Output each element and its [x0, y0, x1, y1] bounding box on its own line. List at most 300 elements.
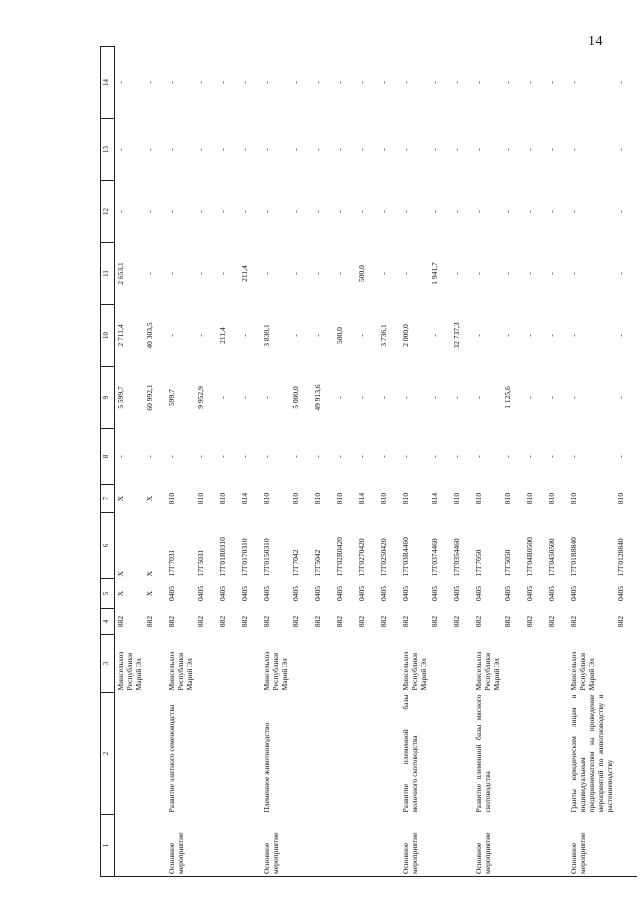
cell-name [356, 693, 378, 815]
cell-col13: - [167, 148, 176, 151]
cell-grbs: 882 [569, 615, 578, 628]
cell-vr: 810 [401, 492, 410, 505]
cell-col8: - [430, 455, 439, 458]
cell-col12: - [335, 210, 344, 213]
column-header: 8 [101, 429, 115, 485]
column-header: 13 [101, 119, 115, 181]
cell-type [615, 815, 637, 877]
table-row [312, 47, 334, 877]
cell-csr: 17Г7050 [474, 549, 483, 577]
cell-rzpr: 0405 [167, 586, 176, 601]
cell-name [502, 693, 524, 815]
cell-col13: - [616, 148, 625, 151]
cell-grbs: 882 [196, 615, 205, 628]
cell-col10: - [357, 334, 366, 337]
cell-col14: - [547, 81, 556, 84]
cell-rzpr: 0405 [430, 586, 439, 601]
cell-col8: - [218, 455, 227, 458]
cell-col8: - [569, 455, 578, 458]
cell-grbs: 882 [167, 615, 176, 628]
cell-col13: - [379, 148, 388, 151]
cell-col11: - [452, 272, 461, 275]
cell-grbs: 882 [474, 615, 483, 628]
cell-type [451, 815, 473, 877]
cell-col10: 500,0 [335, 327, 344, 344]
table-row [473, 47, 502, 877]
cell-type: Основное мероприятие [166, 815, 195, 877]
column-header: 1 [101, 815, 115, 877]
cell-type [144, 815, 166, 877]
table-row [400, 47, 429, 877]
cell-name: Развитие элитного семеноводства [167, 704, 176, 813]
cell-col12: - [145, 210, 154, 213]
cell-col9: - [452, 396, 461, 399]
cell-col14: - [379, 81, 388, 84]
cell-name [195, 693, 217, 815]
cell-rzpr: 0405 [616, 586, 625, 601]
cell-grbs: 882 [401, 615, 410, 628]
column-header: 12 [101, 181, 115, 243]
column-header: 3 [101, 635, 115, 693]
cell-name [239, 693, 261, 815]
cell-col11: - [291, 272, 300, 275]
column-header: 5 [101, 579, 115, 609]
cell-vr: X [145, 495, 154, 502]
cell-col10: - [569, 334, 578, 337]
cell-executor [615, 635, 637, 693]
cell-col13: - [262, 148, 271, 151]
cell-col8: - [116, 455, 125, 458]
cell-vr: 814 [357, 492, 366, 505]
cell-col10: 2 000,0 [401, 324, 410, 347]
column-header: 14 [101, 47, 115, 119]
table-row [261, 47, 290, 877]
cell-col10: 40 303,5 [145, 322, 154, 349]
cell-col10: - [430, 334, 439, 337]
cell-executor [502, 635, 524, 693]
cell-csr: 17Г01R0310 [218, 537, 227, 577]
cell-col14: - [218, 81, 227, 84]
cell-executor [546, 635, 568, 693]
cell-col11: - [145, 272, 154, 275]
column-header: 11 [101, 243, 115, 305]
cell-vr: 810 [291, 492, 300, 505]
cell-vr: 810 [196, 492, 205, 505]
cell-col13: - [547, 148, 556, 151]
cell-col9: - [262, 396, 271, 399]
cell-type [239, 815, 261, 877]
cell-col8: - [547, 455, 556, 458]
cell-col10: - [503, 334, 512, 337]
cell-col10: - [196, 334, 205, 337]
cell-col10: - [167, 334, 176, 337]
cell-col9: - [335, 396, 344, 399]
cell-type [290, 815, 312, 877]
cell-col13: - [116, 148, 125, 151]
cell-type: Основное мероприятие [473, 815, 502, 877]
table-body [115, 47, 638, 877]
cell-col13: - [503, 148, 512, 151]
cell-col13: - [525, 148, 534, 151]
cell-rzpr: 0405 [291, 586, 300, 601]
cell-executor [524, 635, 546, 693]
cell-col9: - [379, 396, 388, 399]
column-number-row [101, 47, 115, 877]
page-number: 14 [588, 34, 603, 49]
cell-vr: 810 [474, 492, 483, 505]
column-header: 4 [101, 609, 115, 635]
cell-col8: - [616, 455, 625, 458]
cell-grbs: 882 [616, 615, 625, 628]
cell-col9: - [218, 396, 227, 399]
cell-col14: - [569, 81, 578, 84]
cell-executor [217, 635, 239, 693]
cell-grbs: 882 [379, 615, 388, 628]
cell-col10: 32 737,3 [452, 322, 461, 349]
cell-col13: - [452, 148, 461, 151]
cell-col11: - [474, 272, 483, 275]
cell-type [115, 815, 145, 877]
cell-col8: - [196, 455, 205, 458]
cell-type: Основное мероприятие [568, 815, 615, 877]
cell-grbs: 882 [430, 615, 439, 628]
cell-vr: 810 [313, 492, 322, 505]
cell-type [524, 815, 546, 877]
cell-col14: - [145, 81, 154, 84]
table-row [166, 47, 195, 877]
cell-name [451, 693, 473, 815]
cell-col12: - [116, 210, 125, 213]
cell-vr: 810 [452, 492, 461, 505]
cell-rzpr: 0405 [401, 586, 410, 601]
cell-rzpr: 0405 [452, 586, 461, 601]
cell-executor [195, 635, 217, 693]
cell-rzpr: 0405 [218, 586, 227, 601]
budget-table [100, 46, 637, 877]
cell-rzpr: 0405 [240, 586, 249, 601]
cell-col9: - [240, 396, 249, 399]
cell-grbs: 882 [145, 615, 154, 628]
cell-col12: - [616, 210, 625, 213]
cell-col12: - [547, 210, 556, 213]
cell-col9: 9 952,9 [196, 386, 205, 409]
cell-col8: - [474, 455, 483, 458]
cell-col11: - [569, 272, 578, 275]
cell-csr: 17Г5050 [503, 549, 512, 577]
cell-csr: 17Г04R0500 [525, 537, 534, 577]
cell-col11: 211,4 [240, 265, 249, 282]
cell-csr: X [145, 571, 154, 577]
cell-csr: 17Г02R0420 [335, 537, 344, 577]
cell-executor: Минсельхоз Республики Марий Эл [569, 651, 596, 691]
cell-csr: 17Г0150310 [262, 538, 271, 577]
cell-col9: - [474, 396, 483, 399]
cell-name [334, 693, 356, 815]
cell-name [217, 693, 239, 815]
cell-col12: - [379, 210, 388, 213]
cell-csr: 17Г0354460 [452, 538, 461, 577]
cell-type [378, 815, 400, 877]
table-row [195, 47, 217, 877]
cell-executor [378, 635, 400, 693]
cell-col11: - [525, 272, 534, 275]
cell-col14: - [474, 81, 483, 84]
cell-grbs: 882 [116, 615, 125, 628]
cell-col13: - [569, 148, 578, 151]
cell-rzpr: 0405 [503, 586, 512, 601]
cell-csr: 17Г0250420 [379, 538, 388, 577]
cell-col10: - [313, 334, 322, 337]
cell-type [195, 815, 217, 877]
column-header: 6 [101, 513, 115, 579]
table-row [378, 47, 400, 877]
cell-csr: 17Г0374460 [430, 538, 439, 577]
cell-col11: 2 653,1 [116, 262, 125, 285]
cell-col11: - [547, 272, 556, 275]
cell-col11: - [503, 272, 512, 275]
cell-col9: 5 599,7 [116, 386, 125, 409]
cell-col10: 3 830,1 [262, 324, 271, 347]
cell-executor [451, 635, 473, 693]
cell-vr: 810 [167, 492, 176, 505]
cell-col14: - [452, 81, 461, 84]
cell-col11: - [262, 272, 271, 275]
cell-col12: - [452, 210, 461, 213]
column-header: 9 [101, 367, 115, 429]
cell-vr: 810 [547, 492, 556, 505]
cell-type [356, 815, 378, 877]
table-row [615, 47, 637, 877]
cell-col10: - [616, 334, 625, 337]
cell-csr: 17Г5031 [196, 549, 205, 577]
cell-name [429, 693, 451, 815]
cell-col10: - [547, 334, 556, 337]
cell-vr: 810 [379, 492, 388, 505]
cell-col12: - [196, 210, 205, 213]
table-row [144, 47, 166, 877]
cell-col10: - [525, 334, 534, 337]
cell-name: Племенное животноводство [262, 722, 271, 813]
cell-col11: - [313, 272, 322, 275]
cell-col8: - [401, 455, 410, 458]
cell-rzpr: 0405 [262, 586, 271, 601]
cell-type [502, 815, 524, 877]
cell-vr: 810 [262, 492, 271, 505]
cell-col8: - [452, 455, 461, 458]
cell-col9: - [430, 396, 439, 399]
cell-rzpr: 0405 [357, 586, 366, 601]
cell-col8: - [313, 455, 322, 458]
cell-col9: - [401, 396, 410, 399]
cell-col14: - [401, 81, 410, 84]
cell-col13: - [291, 148, 300, 151]
cell-name [524, 693, 546, 815]
cell-col11: - [335, 272, 344, 275]
cell-rzpr: 0405 [474, 586, 483, 601]
column-header: 10 [101, 305, 115, 367]
table-row [217, 47, 239, 877]
cell-col11: - [196, 272, 205, 275]
cell-name [115, 693, 145, 815]
cell-col13: - [218, 148, 227, 151]
cell-col9: 5 000,0 [291, 386, 300, 409]
cell-col11: - [401, 272, 410, 275]
cell-grbs: 882 [313, 615, 322, 628]
cell-grbs: 882 [357, 615, 366, 628]
cell-col11: 1 941,7 [430, 262, 439, 285]
cell-rzpr: 0405 [313, 586, 322, 601]
cell-name: Развитие племенной базы молочного скотоводства [401, 694, 419, 813]
cell-type [546, 815, 568, 877]
cell-col12: - [503, 210, 512, 213]
cell-col11: - [379, 272, 388, 275]
cell-col14: - [335, 81, 344, 84]
cell-grbs: 882 [452, 615, 461, 628]
cell-rzpr: X [116, 590, 125, 597]
cell-col12: - [291, 210, 300, 213]
cell-executor [334, 635, 356, 693]
cell-col8: - [291, 455, 300, 458]
cell-col10: - [291, 334, 300, 337]
cell-col9: 60 992,1 [145, 384, 154, 411]
cell-type [312, 815, 334, 877]
cell-vr: 810 [503, 492, 512, 505]
cell-col9: - [357, 396, 366, 399]
cell-executor: Минсельхоз Республики Марий Эл [116, 651, 143, 691]
cell-executor: Минсельхоз Республики Марий Эл [401, 651, 428, 691]
cell-csr: 17Г0270420 [357, 538, 366, 577]
cell-col12: - [218, 210, 227, 213]
cell-col14: - [525, 81, 534, 84]
cell-name [290, 693, 312, 815]
column-header: 2 [101, 693, 115, 815]
cell-executor [429, 635, 451, 693]
table-row [568, 47, 615, 877]
cell-col14: - [196, 81, 205, 84]
cell-rzpr: 0405 [335, 586, 344, 601]
cell-executor: Минсельхоз Республики Марий Эл [262, 651, 289, 691]
cell-executor: Минсельхоз Республики Марий Эл [167, 651, 194, 691]
cell-col12: - [262, 210, 271, 213]
cell-col13: - [240, 148, 249, 151]
cell-col14: - [240, 81, 249, 84]
table-row [334, 47, 356, 877]
cell-col12: - [401, 210, 410, 213]
rotated-table-container [100, 47, 625, 877]
cell-col14: - [313, 81, 322, 84]
cell-executor [356, 635, 378, 693]
cell-col14: - [616, 81, 625, 84]
cell-col13: - [335, 148, 344, 151]
cell-col10: 211,4 [218, 327, 227, 344]
table-row [546, 47, 568, 877]
cell-col13: - [313, 148, 322, 151]
cell-vr: 810 [616, 492, 625, 505]
cell-col9: - [525, 396, 534, 399]
cell-col13: - [430, 148, 439, 151]
cell-rzpr: 0405 [379, 586, 388, 601]
cell-executor [239, 635, 261, 693]
cell-csr: 17Г5042 [313, 549, 322, 577]
cell-rzpr: X [145, 590, 154, 597]
cell-vr: 810 [569, 492, 578, 505]
cell-vr: 814 [240, 492, 249, 505]
cell-grbs: 882 [291, 615, 300, 628]
cell-executor [144, 635, 166, 693]
cell-col8: - [525, 455, 534, 458]
cell-col12: - [167, 210, 176, 213]
cell-grbs: 882 [525, 615, 534, 628]
cell-type [429, 815, 451, 877]
cell-csr: 17Г7042 [291, 549, 300, 577]
cell-col11: - [167, 272, 176, 275]
cell-grbs: 882 [503, 615, 512, 628]
cell-csr: 17Г7031 [167, 549, 176, 577]
cell-vr: 810 [525, 492, 534, 505]
cell-rzpr: 0405 [547, 586, 556, 601]
cell-executor: Минсельхоз Республики Марий Эл [474, 651, 501, 691]
cell-grbs: 882 [218, 615, 227, 628]
cell-type [334, 815, 356, 877]
cell-vr: 814 [430, 492, 439, 505]
cell-col12: - [313, 210, 322, 213]
cell-col13: - [401, 148, 410, 151]
cell-rzpr: 0405 [196, 586, 205, 601]
table-row [502, 47, 524, 877]
cell-col9: 49 913,6 [313, 384, 322, 411]
table-row [524, 47, 546, 877]
cell-col12: - [569, 210, 578, 213]
cell-col11: 500,0 [357, 265, 366, 282]
cell-col8: - [379, 455, 388, 458]
cell-col8: - [335, 455, 344, 458]
cell-col14: - [503, 81, 512, 84]
cell-col12: - [525, 210, 534, 213]
cell-csr: X [116, 571, 125, 577]
table-row [429, 47, 451, 877]
cell-col8: - [240, 455, 249, 458]
cell-csr: 17Г0170310 [240, 538, 249, 577]
cell-name [378, 693, 400, 815]
cell-col10: 2 711,4 [116, 324, 125, 347]
cell-grbs: 882 [240, 615, 249, 628]
cell-col8: - [145, 455, 154, 458]
cell-name [546, 693, 568, 815]
cell-type: Основное мероприятие [261, 815, 290, 877]
table-row [115, 47, 145, 877]
cell-col10: - [474, 334, 483, 337]
cell-executor [312, 635, 334, 693]
cell-executor [290, 635, 312, 693]
cell-col13: - [145, 148, 154, 151]
cell-csr: 17Г01R8840 [569, 537, 578, 577]
cell-grbs: 882 [335, 615, 344, 628]
cell-vr: X [116, 495, 125, 502]
cell-name [615, 693, 637, 815]
cell-col11: - [218, 272, 227, 275]
cell-col13: - [474, 148, 483, 151]
cell-col9: - [616, 396, 625, 399]
table-row [290, 47, 312, 877]
cell-name: Гранты юридическим лицам и индивидуальным предпринимателям на проведение мероприятий по животноводству и растениеводству [569, 694, 614, 813]
cell-csr: 17Г0128840 [616, 538, 625, 577]
cell-csr: 17Г03R4460 [401, 537, 410, 577]
cell-rzpr: 0405 [525, 586, 534, 601]
cell-col9: 599,7 [167, 389, 176, 406]
cell-col12: - [474, 210, 483, 213]
cell-col14: - [167, 81, 176, 84]
cell-col13: - [196, 148, 205, 151]
